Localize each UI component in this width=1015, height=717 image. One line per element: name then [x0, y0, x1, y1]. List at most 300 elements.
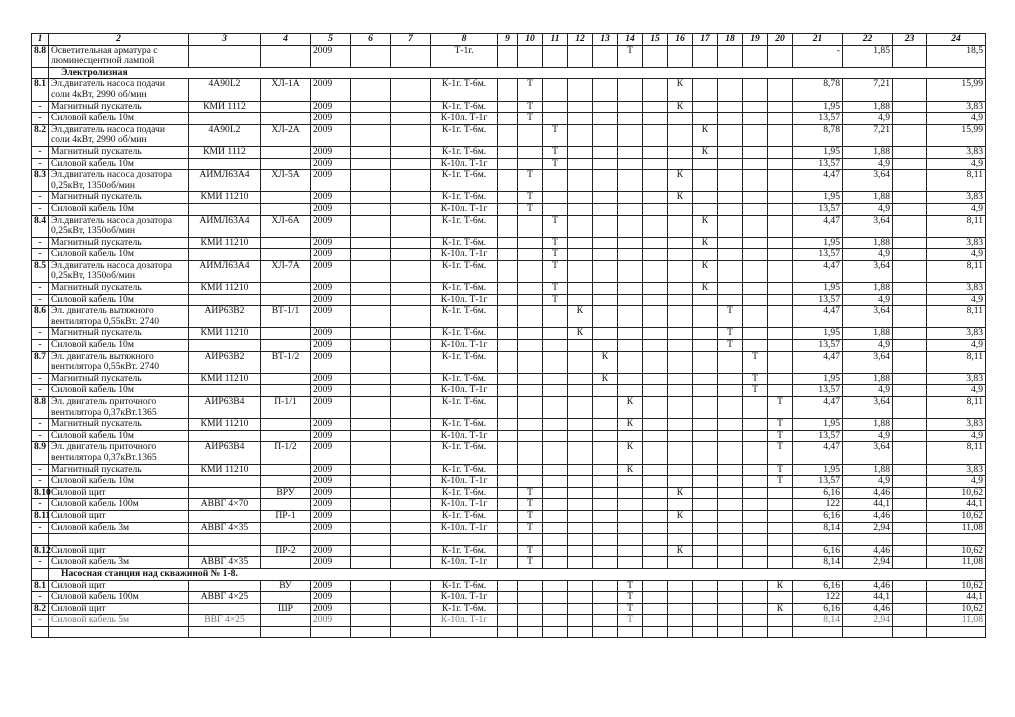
- month-cell: [543, 580, 568, 592]
- month-cell: [618, 557, 643, 569]
- column-header: 24: [927, 34, 986, 46]
- empty-cell: [893, 442, 927, 464]
- equipment-name-cell: Силовой щит: [49, 545, 189, 557]
- equipment-type-cell: АИР63В2: [189, 351, 261, 373]
- empty-cell: [718, 534, 743, 546]
- empty-cell: [893, 45, 927, 67]
- equipment-mark-cell: П-1/2: [261, 442, 311, 464]
- month-cell: [568, 430, 593, 442]
- month-cell: [743, 306, 768, 328]
- month-cell: [618, 351, 643, 373]
- section-title: Электролизная: [49, 67, 986, 79]
- month-cell: [643, 557, 668, 569]
- table-row: [32, 203, 986, 215]
- equipment-name-cell: Эл.двигатель насоса дозатора 0,25кВт, 1350об/мин: [49, 260, 189, 282]
- month-cell: [643, 45, 668, 67]
- item-number-cell: 8.5: [32, 260, 49, 282]
- empty-cell: [893, 592, 927, 604]
- equipment-name-cell: Магнитный пускатель: [49, 283, 189, 295]
- equipment-name-cell: Эл.двигатель насоса дозатора 0,25кВт, 1350об/мин: [49, 215, 189, 237]
- empty-cell: [351, 170, 391, 192]
- month-cell: [568, 170, 593, 192]
- month-cell: [498, 260, 518, 282]
- month-cell: [643, 203, 668, 215]
- month-cell: [593, 294, 618, 306]
- labor-value-cell: 1,95: [793, 192, 843, 204]
- year-cell: 2009: [311, 203, 351, 215]
- month-cell: Т: [618, 615, 643, 627]
- empty-cell: [793, 534, 843, 546]
- month-cell: [593, 158, 618, 170]
- month-cell: [543, 464, 568, 476]
- empty-cell: [893, 522, 927, 534]
- month-cell: [643, 499, 668, 511]
- month-cell: Т: [518, 113, 543, 125]
- item-number-cell: 8.8: [32, 45, 49, 67]
- equipment-type-cell: [189, 487, 261, 499]
- month-cell: [718, 192, 743, 204]
- equipment-mark-cell: [261, 294, 311, 306]
- empty-cell: [743, 626, 768, 638]
- month-cell: [718, 464, 743, 476]
- empty-cell: [618, 534, 643, 546]
- month-cell: [498, 306, 518, 328]
- item-number-cell: -: [32, 464, 49, 476]
- equipment-mark-cell: [261, 237, 311, 249]
- month-cell: [618, 146, 643, 158]
- month-cell: Т: [718, 340, 743, 352]
- column-header: 23: [893, 34, 927, 46]
- month-cell: [743, 124, 768, 146]
- month-cell: [768, 340, 793, 352]
- labor-value-cell: 1,95: [793, 101, 843, 113]
- month-cell: [498, 397, 518, 419]
- month-cell: [593, 170, 618, 192]
- month-cell: Т: [543, 215, 568, 237]
- empty-cell: [391, 487, 431, 499]
- month-cell: [693, 522, 718, 534]
- column-header: 16: [668, 34, 693, 46]
- month-cell: К: [693, 237, 718, 249]
- total-value-cell: 4,9: [927, 430, 986, 442]
- month-cell: [543, 592, 568, 604]
- empty-cell: [351, 397, 391, 419]
- labor-value-cell: 4,46: [843, 545, 893, 557]
- empty-cell: [893, 580, 927, 592]
- equipment-name-cell: Силовой щит: [49, 487, 189, 499]
- month-cell: К: [693, 283, 718, 295]
- month-cell: [768, 203, 793, 215]
- equipment-type-cell: АИР63В2: [189, 306, 261, 328]
- equipment-type-cell: [189, 113, 261, 125]
- equipment-name-cell: Магнитный пускатель: [49, 419, 189, 431]
- month-cell: [498, 203, 518, 215]
- year-cell: 2009: [311, 487, 351, 499]
- month-cell: [568, 283, 593, 295]
- total-value-cell: 3,83: [927, 101, 986, 113]
- empty-cell: [518, 626, 543, 638]
- repair-cycle-cell: К-1г. Т-6м.: [431, 580, 498, 592]
- month-cell: [693, 487, 718, 499]
- month-cell: [668, 294, 693, 306]
- month-cell: [593, 499, 618, 511]
- equipment-type-cell: [189, 340, 261, 352]
- month-cell: [518, 306, 543, 328]
- month-cell: [518, 294, 543, 306]
- item-number-cell: -: [32, 237, 49, 249]
- month-cell: [668, 113, 693, 125]
- empty-cell: [391, 545, 431, 557]
- labor-value-cell: 1,88: [843, 146, 893, 158]
- year-cell: 2009: [311, 510, 351, 522]
- month-cell: [718, 260, 743, 282]
- equipment-mark-cell: [261, 385, 311, 397]
- month-cell: [568, 373, 593, 385]
- item-number-cell: -: [32, 385, 49, 397]
- empty-cell: [351, 442, 391, 464]
- repair-cycle-cell: К-1г. Т-6м.: [431, 351, 498, 373]
- repair-cycle-cell: К-1г. Т-6м.: [431, 170, 498, 192]
- month-cell: [498, 603, 518, 615]
- year-cell: 2009: [311, 328, 351, 340]
- month-cell: Т: [518, 101, 543, 113]
- equipment-type-cell: [189, 45, 261, 67]
- month-cell: [593, 146, 618, 158]
- equipment-type-cell: КМИ 11210: [189, 419, 261, 431]
- month-cell: [668, 397, 693, 419]
- empty-cell: [351, 192, 391, 204]
- repair-cycle-cell: К-10л. Т-1г: [431, 203, 498, 215]
- empty-cell: [351, 522, 391, 534]
- month-cell: [498, 146, 518, 158]
- month-cell: [743, 113, 768, 125]
- repair-cycle-cell: К-1г. Т-6м.: [431, 124, 498, 146]
- month-cell: [668, 592, 693, 604]
- empty-cell: [893, 499, 927, 511]
- empty-cell: [351, 45, 391, 67]
- item-number-cell: -: [32, 476, 49, 488]
- month-cell: [593, 113, 618, 125]
- month-cell: [518, 592, 543, 604]
- month-cell: [743, 545, 768, 557]
- equipment-type-cell: [189, 603, 261, 615]
- labor-value-cell: 7,21: [843, 79, 893, 101]
- month-cell: [768, 294, 793, 306]
- equipment-name-cell: Магнитный пускатель: [49, 101, 189, 113]
- month-cell: [668, 476, 693, 488]
- month-cell: [693, 464, 718, 476]
- table-row: [32, 146, 986, 158]
- item-number-cell: -: [32, 101, 49, 113]
- empty-cell: [893, 306, 927, 328]
- year-cell: 2009: [311, 294, 351, 306]
- month-cell: [518, 430, 543, 442]
- month-cell: [743, 340, 768, 352]
- year-cell: 2009: [311, 101, 351, 113]
- empty-cell: [351, 260, 391, 282]
- labor-value-cell: 1,95: [793, 419, 843, 431]
- month-cell: [668, 442, 693, 464]
- labor-value-cell: 4,9: [843, 203, 893, 215]
- total-value-cell: 4,9: [927, 476, 986, 488]
- month-cell: [498, 419, 518, 431]
- labor-value-cell: 1,88: [843, 373, 893, 385]
- month-cell: [543, 203, 568, 215]
- month-cell: [498, 592, 518, 604]
- empty-cell: [743, 534, 768, 546]
- empty-cell: [893, 294, 927, 306]
- month-cell: [593, 260, 618, 282]
- total-value-cell: 18,5: [927, 45, 986, 67]
- empty-cell: [768, 626, 793, 638]
- repair-cycle-cell: К-1г. Т-6м.: [431, 510, 498, 522]
- month-cell: [743, 101, 768, 113]
- month-cell: [643, 476, 668, 488]
- labor-value-cell: 4,9: [843, 249, 893, 261]
- equipment-name-cell: Силовой кабель 10м: [49, 249, 189, 261]
- item-number-cell: -: [32, 615, 49, 627]
- empty-cell: [893, 249, 927, 261]
- equipment-mark-cell: [261, 373, 311, 385]
- month-cell: [568, 580, 593, 592]
- empty-cell: [351, 592, 391, 604]
- month-cell: Т: [543, 260, 568, 282]
- month-cell: К: [568, 306, 593, 328]
- month-cell: [643, 430, 668, 442]
- equipment-type-cell: [189, 430, 261, 442]
- empty-cell: [391, 534, 431, 546]
- equipment-name-cell: Эл.двигатель насоса подачи соли 4кВт, 2990 об/мин: [49, 79, 189, 101]
- total-value-cell: 11,08: [927, 615, 986, 627]
- total-value-cell: 8,11: [927, 215, 986, 237]
- month-cell: [518, 260, 543, 282]
- year-cell: 2009: [311, 170, 351, 192]
- month-cell: Т: [768, 476, 793, 488]
- empty-cell: [593, 626, 618, 638]
- equipment-mark-cell: [261, 340, 311, 352]
- year-cell: 2009: [311, 283, 351, 295]
- column-header: 18: [718, 34, 743, 46]
- equipment-mark-cell: [261, 113, 311, 125]
- month-cell: [743, 464, 768, 476]
- equipment-name-cell: Силовой кабель 10м: [49, 385, 189, 397]
- labor-value-cell: 1,95: [793, 373, 843, 385]
- table-row: [32, 260, 986, 282]
- labor-value-cell: 13,57: [793, 385, 843, 397]
- empty-cell: [391, 476, 431, 488]
- month-cell: [768, 260, 793, 282]
- month-cell: Т: [768, 442, 793, 464]
- equipment-name-cell: Силовой кабель 10м: [49, 476, 189, 488]
- month-cell: [568, 237, 593, 249]
- month-cell: [643, 615, 668, 627]
- month-cell: [643, 340, 668, 352]
- month-cell: [543, 430, 568, 442]
- empty-cell: [351, 101, 391, 113]
- item-number-cell: 8.1: [32, 580, 49, 592]
- month-cell: [543, 306, 568, 328]
- month-cell: [498, 545, 518, 557]
- month-cell: К: [593, 373, 618, 385]
- month-cell: [593, 215, 618, 237]
- equipment-mark-cell: [261, 419, 311, 431]
- column-header: 6: [351, 34, 391, 46]
- repair-cycle-cell: К-1г. Т-6м.: [431, 373, 498, 385]
- month-cell: К: [668, 510, 693, 522]
- month-cell: [618, 487, 643, 499]
- empty-cell: [391, 430, 431, 442]
- month-cell: [568, 340, 593, 352]
- equipment-name-cell: Эл. двигатель вытяжного вентилятора 0,55кВт. 2740: [49, 306, 189, 328]
- labor-value-cell: 122: [793, 499, 843, 511]
- month-cell: [693, 158, 718, 170]
- month-cell: Т: [518, 557, 543, 569]
- total-value-cell: 3,83: [927, 192, 986, 204]
- month-cell: [593, 79, 618, 101]
- equipment-name-cell: Магнитный пускатель: [49, 192, 189, 204]
- empty-cell: [351, 283, 391, 295]
- month-cell: [618, 476, 643, 488]
- month-cell: [593, 430, 618, 442]
- item-number-cell: 8.11: [32, 510, 49, 522]
- month-cell: [693, 430, 718, 442]
- equipment-name-cell: Силовой кабель 100м: [49, 592, 189, 604]
- total-value-cell: 8,11: [927, 170, 986, 192]
- month-cell: [498, 615, 518, 627]
- labor-value-cell: 1,88: [843, 192, 893, 204]
- month-cell: [518, 615, 543, 627]
- labor-value-cell: 44,1: [843, 592, 893, 604]
- month-cell: [693, 340, 718, 352]
- empty-cell: [391, 170, 431, 192]
- repair-cycle-cell: К-1г. Т-6м.: [431, 419, 498, 431]
- month-cell: [518, 603, 543, 615]
- month-cell: Т: [743, 351, 768, 373]
- month-cell: [498, 101, 518, 113]
- month-cell: [618, 260, 643, 282]
- month-cell: [668, 283, 693, 295]
- table-row: [32, 124, 986, 146]
- total-value-cell: 3,83: [927, 283, 986, 295]
- year-cell: 2009: [311, 373, 351, 385]
- month-cell: [618, 124, 643, 146]
- month-cell: [718, 79, 743, 101]
- repair-cycle-cell: К-1г. Т-6м.: [431, 146, 498, 158]
- labor-value-cell: 3,64: [843, 170, 893, 192]
- equipment-mark-cell: ВТ-1/1: [261, 306, 311, 328]
- month-cell: [718, 170, 743, 192]
- empty-cell: [543, 534, 568, 546]
- month-cell: [668, 557, 693, 569]
- equipment-name-cell: Силовой кабель 10м: [49, 340, 189, 352]
- month-cell: [543, 397, 568, 419]
- empty-cell: [893, 113, 927, 125]
- month-cell: [593, 522, 618, 534]
- month-cell: [593, 203, 618, 215]
- month-cell: [718, 215, 743, 237]
- month-cell: К: [618, 464, 643, 476]
- item-number-cell: 8.10: [32, 487, 49, 499]
- column-header: 2: [49, 34, 189, 46]
- labor-value-cell: 13,57: [793, 203, 843, 215]
- empty-cell: [893, 545, 927, 557]
- month-cell: К: [668, 545, 693, 557]
- month-cell: [593, 45, 618, 67]
- labor-value-cell: 1,88: [843, 419, 893, 431]
- month-cell: [668, 203, 693, 215]
- empty-cell: [893, 534, 927, 546]
- month-cell: [498, 79, 518, 101]
- table-row: [32, 283, 986, 295]
- month-cell: [518, 351, 543, 373]
- month-cell: [768, 283, 793, 295]
- total-value-cell: 4,9: [927, 385, 986, 397]
- equipment-name-cell: Осветительная арматура с люминесцентной лампой: [49, 45, 189, 67]
- empty-cell: [391, 522, 431, 534]
- table-row: [32, 580, 986, 592]
- month-cell: [693, 170, 718, 192]
- empty-cell: [391, 499, 431, 511]
- month-cell: [498, 158, 518, 170]
- month-cell: [568, 442, 593, 464]
- month-cell: [498, 294, 518, 306]
- labor-value-cell: 1,95: [793, 237, 843, 249]
- month-cell: [693, 580, 718, 592]
- month-cell: [768, 45, 793, 67]
- empty-cell: [893, 373, 927, 385]
- equipment-type-cell: АВВГ 4×25: [189, 592, 261, 604]
- empty-cell: [351, 328, 391, 340]
- month-cell: [693, 476, 718, 488]
- month-cell: [543, 192, 568, 204]
- labor-value-cell: 4,47: [793, 260, 843, 282]
- repair-cycle-cell: К-10л. Т-1г: [431, 476, 498, 488]
- table-row: [32, 510, 986, 522]
- month-cell: [568, 522, 593, 534]
- table-row: [32, 557, 986, 569]
- empty-cell: [391, 215, 431, 237]
- month-cell: [543, 340, 568, 352]
- month-cell: [568, 249, 593, 261]
- month-cell: [643, 306, 668, 328]
- empty-cell: [391, 419, 431, 431]
- empty-cell: [518, 534, 543, 546]
- labor-value-cell: 13,57: [793, 430, 843, 442]
- month-cell: К: [668, 79, 693, 101]
- column-header: 20: [768, 34, 793, 46]
- labor-value-cell: 6,16: [793, 603, 843, 615]
- labor-value-cell: 7,21: [843, 124, 893, 146]
- labor-value-cell: 13,57: [793, 249, 843, 261]
- empty-cell: [391, 615, 431, 627]
- equipment-type-cell: КМИ 11210: [189, 464, 261, 476]
- month-cell: [498, 351, 518, 373]
- month-cell: [718, 385, 743, 397]
- column-header: 22: [843, 34, 893, 46]
- maintenance-schedule-table: [31, 33, 986, 638]
- empty-cell: [351, 603, 391, 615]
- month-cell: [593, 328, 618, 340]
- month-cell: [643, 146, 668, 158]
- month-cell: [718, 373, 743, 385]
- equipment-type-cell: [189, 294, 261, 306]
- empty-cell: [618, 626, 643, 638]
- month-cell: [693, 306, 718, 328]
- month-cell: [718, 476, 743, 488]
- empty-cell: [893, 615, 927, 627]
- repair-cycle-cell: К-1г. Т-6м.: [431, 397, 498, 419]
- empty-cell: [391, 192, 431, 204]
